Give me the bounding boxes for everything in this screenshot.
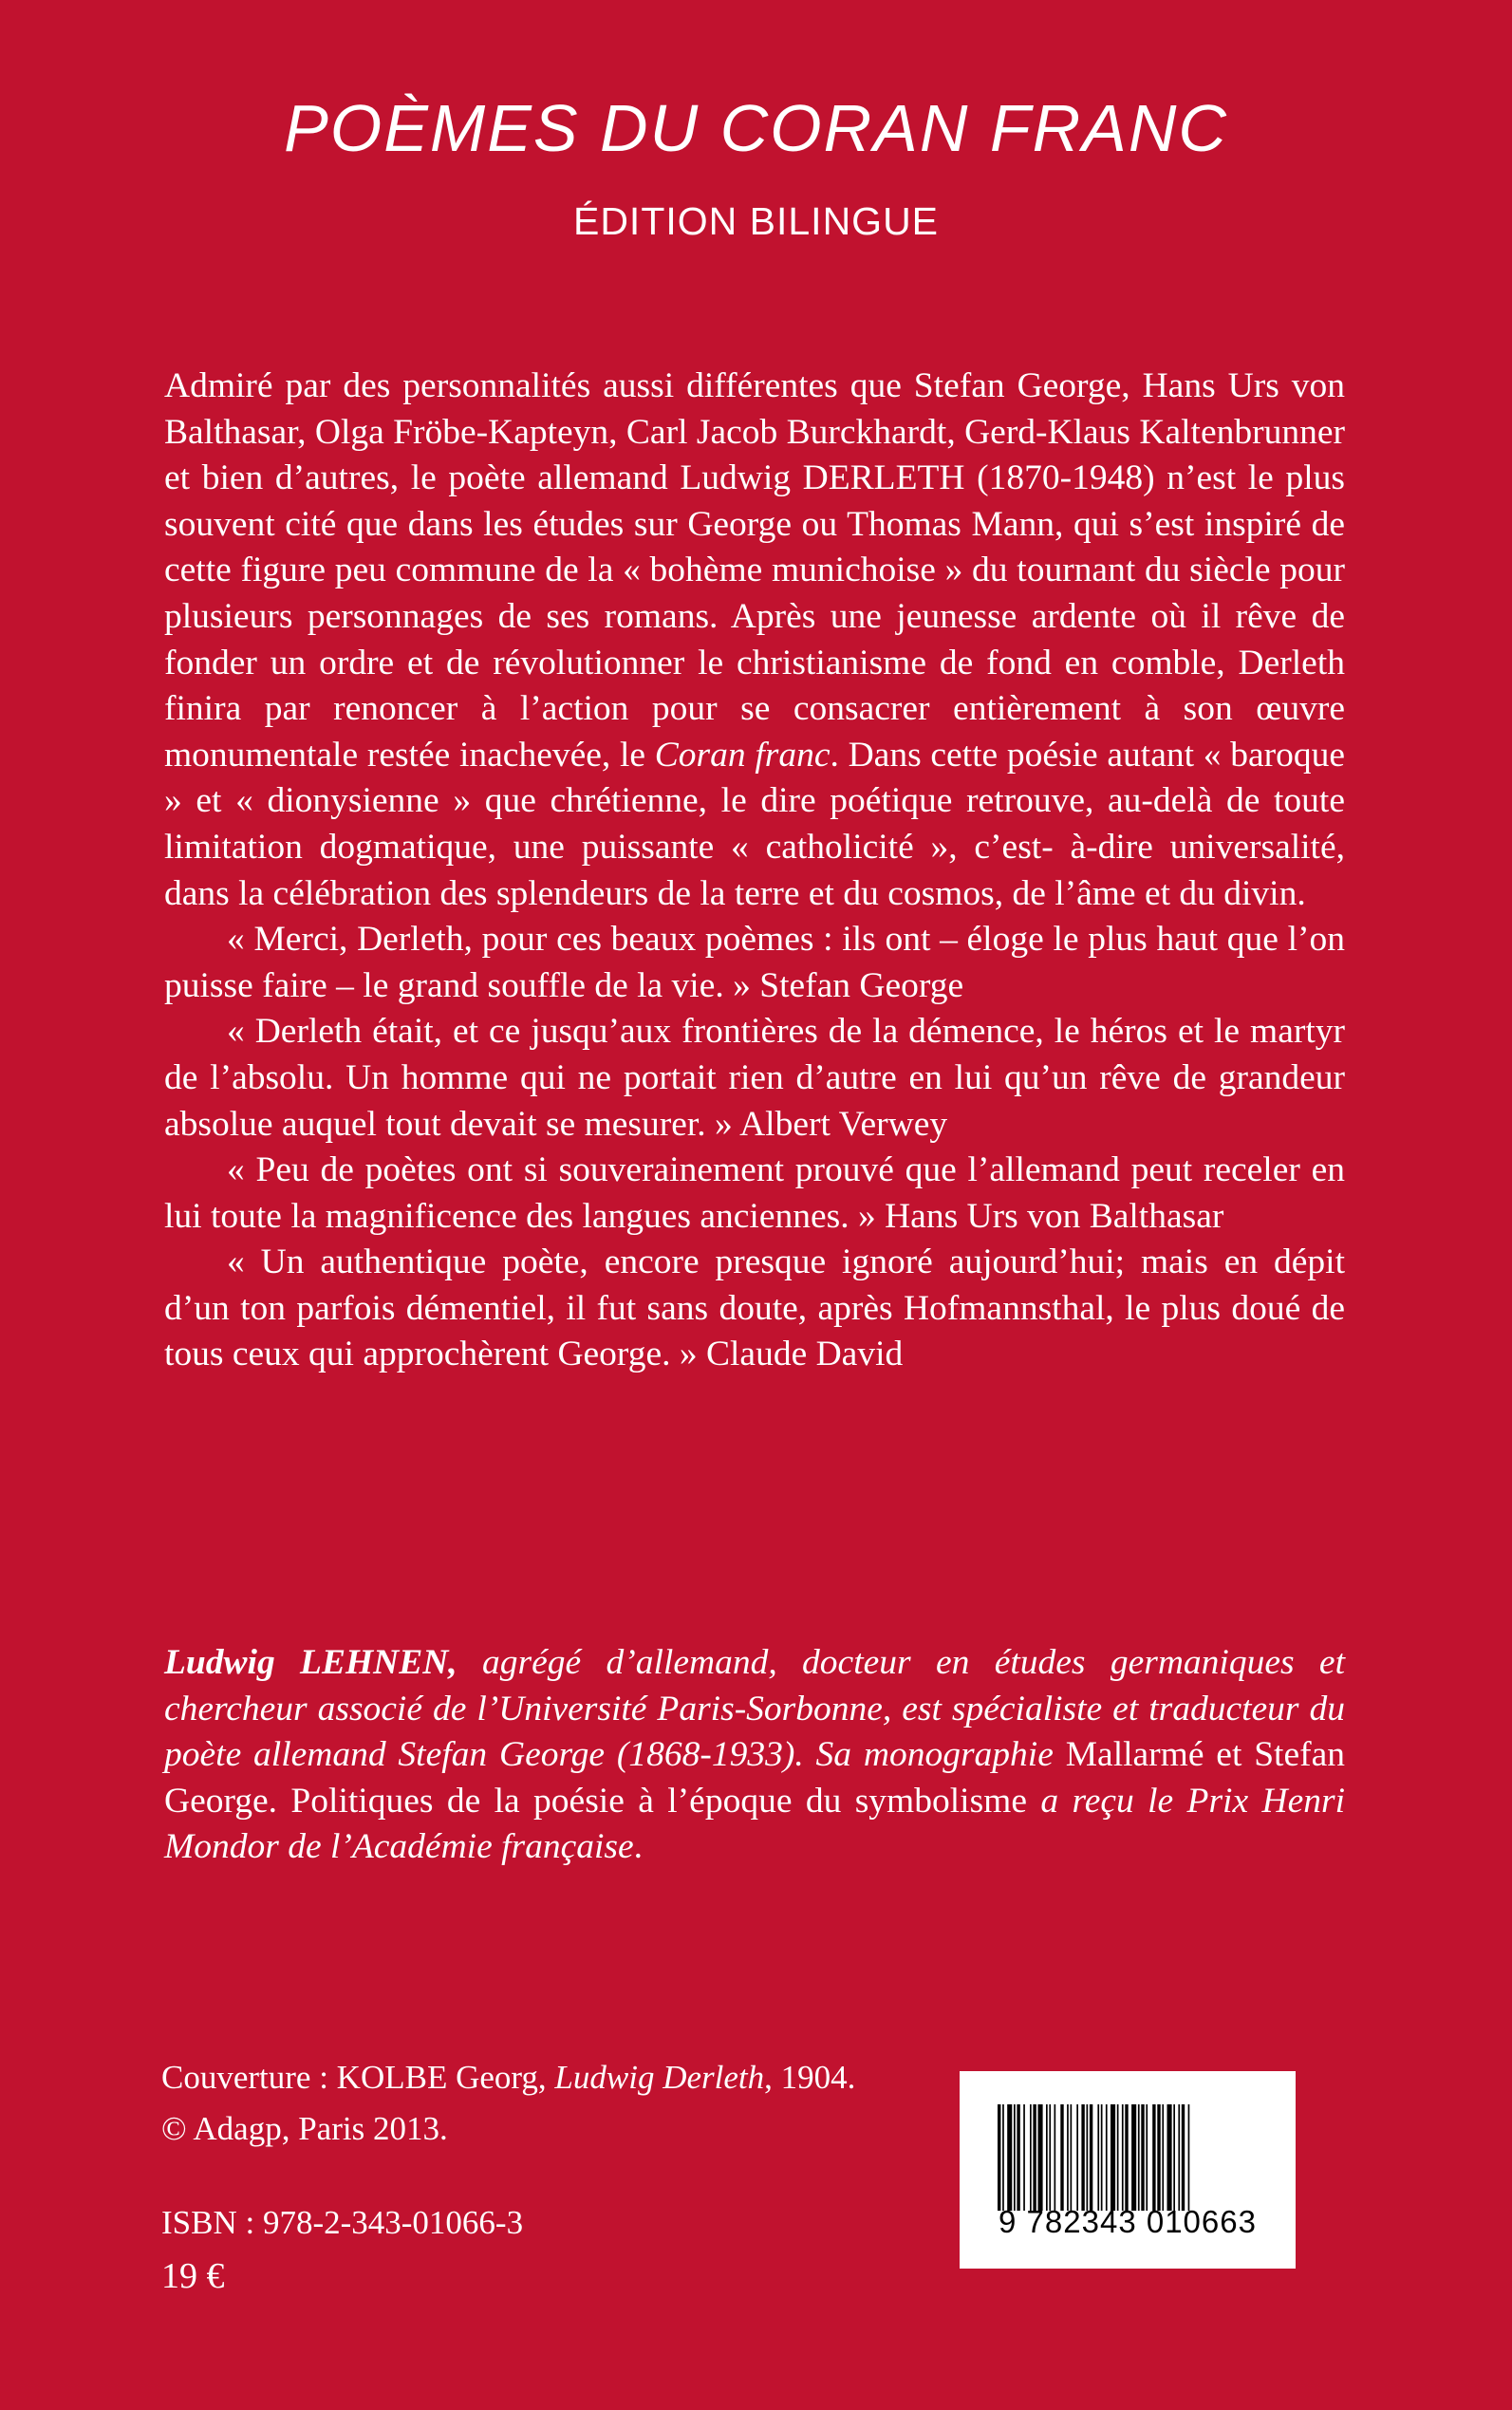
author-bio-text: agrégé d’allemand, docteur en études germaniques et chercheur associé de l’Université Paris-Sorbonne, est spécialiste et traducteur du poète allemand Stefan George (1868-1933). Sa monographie bbox=[164, 1643, 1345, 1775]
barcode-bar bbox=[1106, 2104, 1108, 2211]
barcode-bar bbox=[1087, 2104, 1089, 2211]
quote-balthasar: « Peu de poètes ont si souverainement prouvé que l’allemand peut receler en lui toute la magnificence des langues anciennes. » Hans Urs von Balthasar bbox=[164, 1150, 1345, 1236]
barcode-bar bbox=[1125, 2104, 1128, 2211]
barcode-bar bbox=[1033, 2104, 1036, 2211]
barcode-bar bbox=[1162, 2104, 1164, 2211]
barcode-bar bbox=[1117, 2104, 1119, 2211]
barcode-bar bbox=[1152, 2104, 1155, 2211]
barcode-bar bbox=[1131, 2104, 1136, 2211]
barcode-bar bbox=[1030, 2104, 1032, 2211]
barcode-bar bbox=[1002, 2104, 1004, 2211]
barcode-bar bbox=[1101, 2104, 1103, 2211]
quote-stefan-george: « Merci, Derleth, pour ces beaux poèmes : ils ont – éloge le plus haut que l’on puisse faire – le grand souffle de la vie. » Stefan George bbox=[164, 920, 1345, 1005]
barcode-bar bbox=[1188, 2104, 1190, 2211]
barcode-bar bbox=[1017, 2104, 1019, 2211]
barcode-bars bbox=[998, 2104, 1260, 2211]
barcode-bar bbox=[1138, 2104, 1140, 2211]
quote-claude-david: « Un authentique poète, encore presque ignoré aujourd’hui; mais en dépit d’un ton parfois démentiel, il fut sans doute, après Hofmannsthal, le plus doué de tous ceux qui approchèrent George. » Claude David bbox=[164, 1242, 1345, 1374]
barcode-bar bbox=[1014, 2104, 1016, 2211]
barcode bbox=[960, 2071, 1296, 2269]
copyright-line: © Adagp, Paris 2013. bbox=[161, 2110, 448, 2147]
barcode-bar bbox=[1023, 2104, 1025, 2211]
blurb-paragraph bbox=[164, 364, 1345, 917]
cover-credit-prefix: Couverture : KOLBE Georg, bbox=[161, 2059, 555, 2096]
barcode-bar bbox=[1049, 2104, 1051, 2211]
quote-albert-verwey: « Derleth était, et ce jusqu’aux frontières de la démence, le héros et le martyr de l’absolu. Un homme qui ne portait rien d’autre en lui qu’un rêve de grandeur absolue auquel tout devait se mesurer. » Albert Verwey bbox=[164, 1012, 1345, 1144]
barcode-bar bbox=[1067, 2104, 1069, 2211]
barcode-bar bbox=[1167, 2104, 1172, 2211]
barcode-bar bbox=[1081, 2104, 1084, 2211]
blurb-text-b: . Dans cette poésie autant « baroque » et « dionysienne » que chrétienne, le dire poétique retrouve, au-delà de toute limitation dogmatique, une puissante « catholicité », c’est- à-dire universalité, dans la célébration des splendeurs de la terre et du cosmos, de l’âme et du divin. bbox=[164, 735, 1345, 913]
barcode-bar bbox=[1097, 2104, 1099, 2211]
author-award: a reçu le Prix Henri Mondor de l’Académie française bbox=[164, 1781, 1345, 1867]
barcode-bar bbox=[1038, 2104, 1043, 2211]
price: 19 € bbox=[161, 2256, 225, 2296]
cover-credits bbox=[161, 2052, 855, 2155]
blurb-text-a: Admiré par des personnalités aussi différentes que Stefan George, Hans Urs von Balthasar, Olga Fröbe-Kapteyn, Carl Jacob Burckhardt, Gerd-Klaus Kaltenbrunner et bien d’autres, le poète allemand Ludwig DERLETH (1870-1948) n’est le plus souvent cité que dans les études sur George ou Thomas Mann, qui s’est inspiré de cette figure peu commune de la « bohème munichoise » du tournant du siècle pour plusieurs personnages de ses romans. Après une jeunesse ardente où il rêve de fonder un ordre et de révolutionner le christianisme de fond en comble, Derleth finira par renoncer à l’action pour se consacrer entièrement à son œuvre monumentale restée inachevée, le bbox=[164, 366, 1345, 775]
barcode-bar bbox=[1157, 2104, 1160, 2211]
barcode-bar bbox=[998, 2104, 1000, 2211]
barcode-bar bbox=[1178, 2104, 1180, 2211]
cover-credit-line bbox=[161, 2052, 855, 2103]
barcode-bar bbox=[1182, 2104, 1185, 2211]
isbn: ISBN : 978-2-343-01066-3 bbox=[161, 2204, 524, 2241]
author-name: Ludwig LEHNEN, bbox=[164, 1643, 457, 1682]
barcode-bar bbox=[1111, 2104, 1115, 2211]
book-title: POÈMES DU CORAN FRANC bbox=[284, 91, 1228, 165]
barcode-bar bbox=[1060, 2104, 1063, 2211]
monograph-title: Mallarmé et Stefan George. Politiques de la poésie à l’époque du symbolisme bbox=[164, 1735, 1345, 1821]
cover-artwork-title: Ludwig Derleth bbox=[554, 2059, 765, 2096]
barcode-bar bbox=[1141, 2104, 1144, 2211]
barcode-bar bbox=[1173, 2104, 1175, 2211]
cover-credit-suffix: , 1904. bbox=[764, 2059, 856, 2096]
author-bio-end: . bbox=[633, 1827, 644, 1867]
author-bio bbox=[164, 1640, 1345, 1871]
barcode-bar bbox=[1071, 2104, 1073, 2211]
barcode-bar bbox=[1076, 2104, 1078, 2211]
barcode-digits: 9 782343 010663 bbox=[999, 2204, 1257, 2239]
barcode-bar bbox=[1090, 2104, 1092, 2211]
barcode-bar bbox=[1046, 2104, 1048, 2211]
work-title: Coran franc bbox=[654, 735, 831, 775]
barcode-bar bbox=[1122, 2104, 1124, 2211]
barcode-bar bbox=[1055, 2104, 1056, 2211]
edition-subtitle: ÉDITION BILINGUE bbox=[572, 199, 940, 243]
blurb bbox=[164, 364, 1345, 1378]
barcode-bar bbox=[1007, 2104, 1012, 2211]
barcode-bar bbox=[1146, 2104, 1148, 2211]
